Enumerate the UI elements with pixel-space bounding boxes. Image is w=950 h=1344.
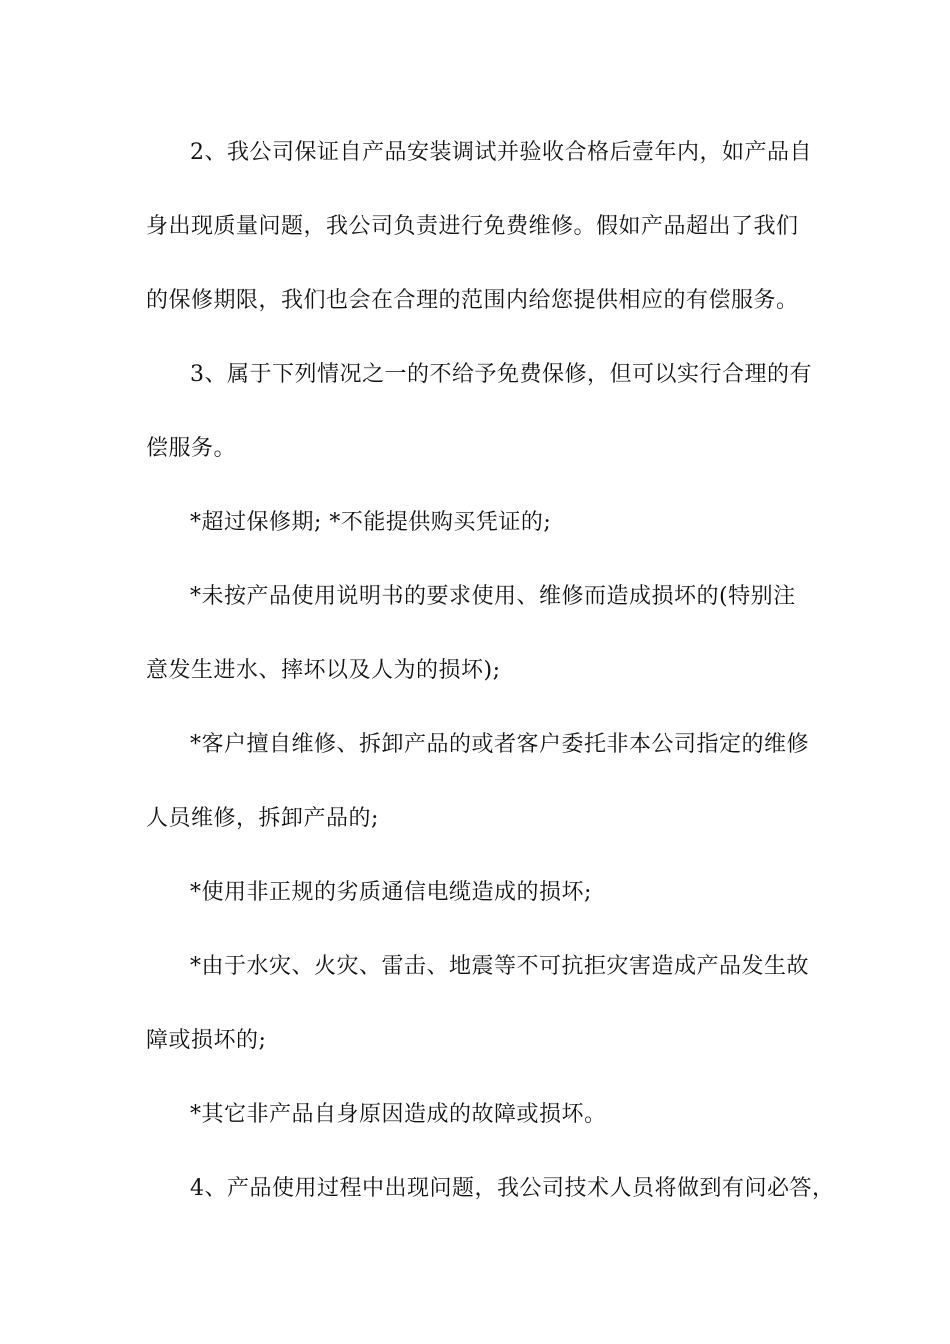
list-item-unauthorized-repair-line-2: 人员维修，拆卸产品的; bbox=[146, 806, 379, 831]
paragraph-4-line-1: 4、产品使用过程中出现问题，我公司技术人员将做到有问必答， bbox=[190, 1176, 835, 1201]
paragraph-2-line-2: 身出现质量问题，我公司负责进行免费维修。假如产品超出了我们 bbox=[146, 214, 799, 239]
list-item-improper-use-line-1: *未按产品使用说明书的要求使用、维修而造成损坏的(特别注 bbox=[190, 584, 796, 609]
paragraph-2-line-1: 2、我公司保证自产品安装调试并验收合格后壹年内，如产品自 bbox=[190, 140, 812, 165]
paragraph-3-line-2: 偿服务。 bbox=[146, 436, 237, 461]
list-item-inferior-cable: *使用非正规的劣质通信电缆造成的损坏; bbox=[190, 880, 592, 905]
list-item-expired-warranty: *超过保修期; *不能提供购买凭证的; bbox=[190, 510, 552, 535]
list-item-improper-use-line-2: 意发生进水、摔坏以及人为的损坏); bbox=[146, 658, 501, 683]
list-item-unauthorized-repair-line-1: *客户擅自维修、拆卸产品的或者客户委托非本公司指定的维修 bbox=[190, 732, 810, 757]
list-item-other-causes: *其它非产品自身原因造成的故障或损坏。 bbox=[190, 1102, 607, 1127]
paragraph-3-line-1: 3、属于下列情况之一的不给予免费保修，但可以实行合理的有 bbox=[190, 362, 812, 387]
paragraph-2-line-3: 的保修期限，我们也会在合理的范围内给您提供相应的有偿服务。 bbox=[146, 288, 799, 313]
list-item-force-majeure-line-1: *由于水灾、火灾、雷击、地震等不可抗拒灾害造成产品发生故 bbox=[190, 954, 810, 979]
list-item-force-majeure-line-2: 障或损坏的; bbox=[146, 1028, 267, 1053]
